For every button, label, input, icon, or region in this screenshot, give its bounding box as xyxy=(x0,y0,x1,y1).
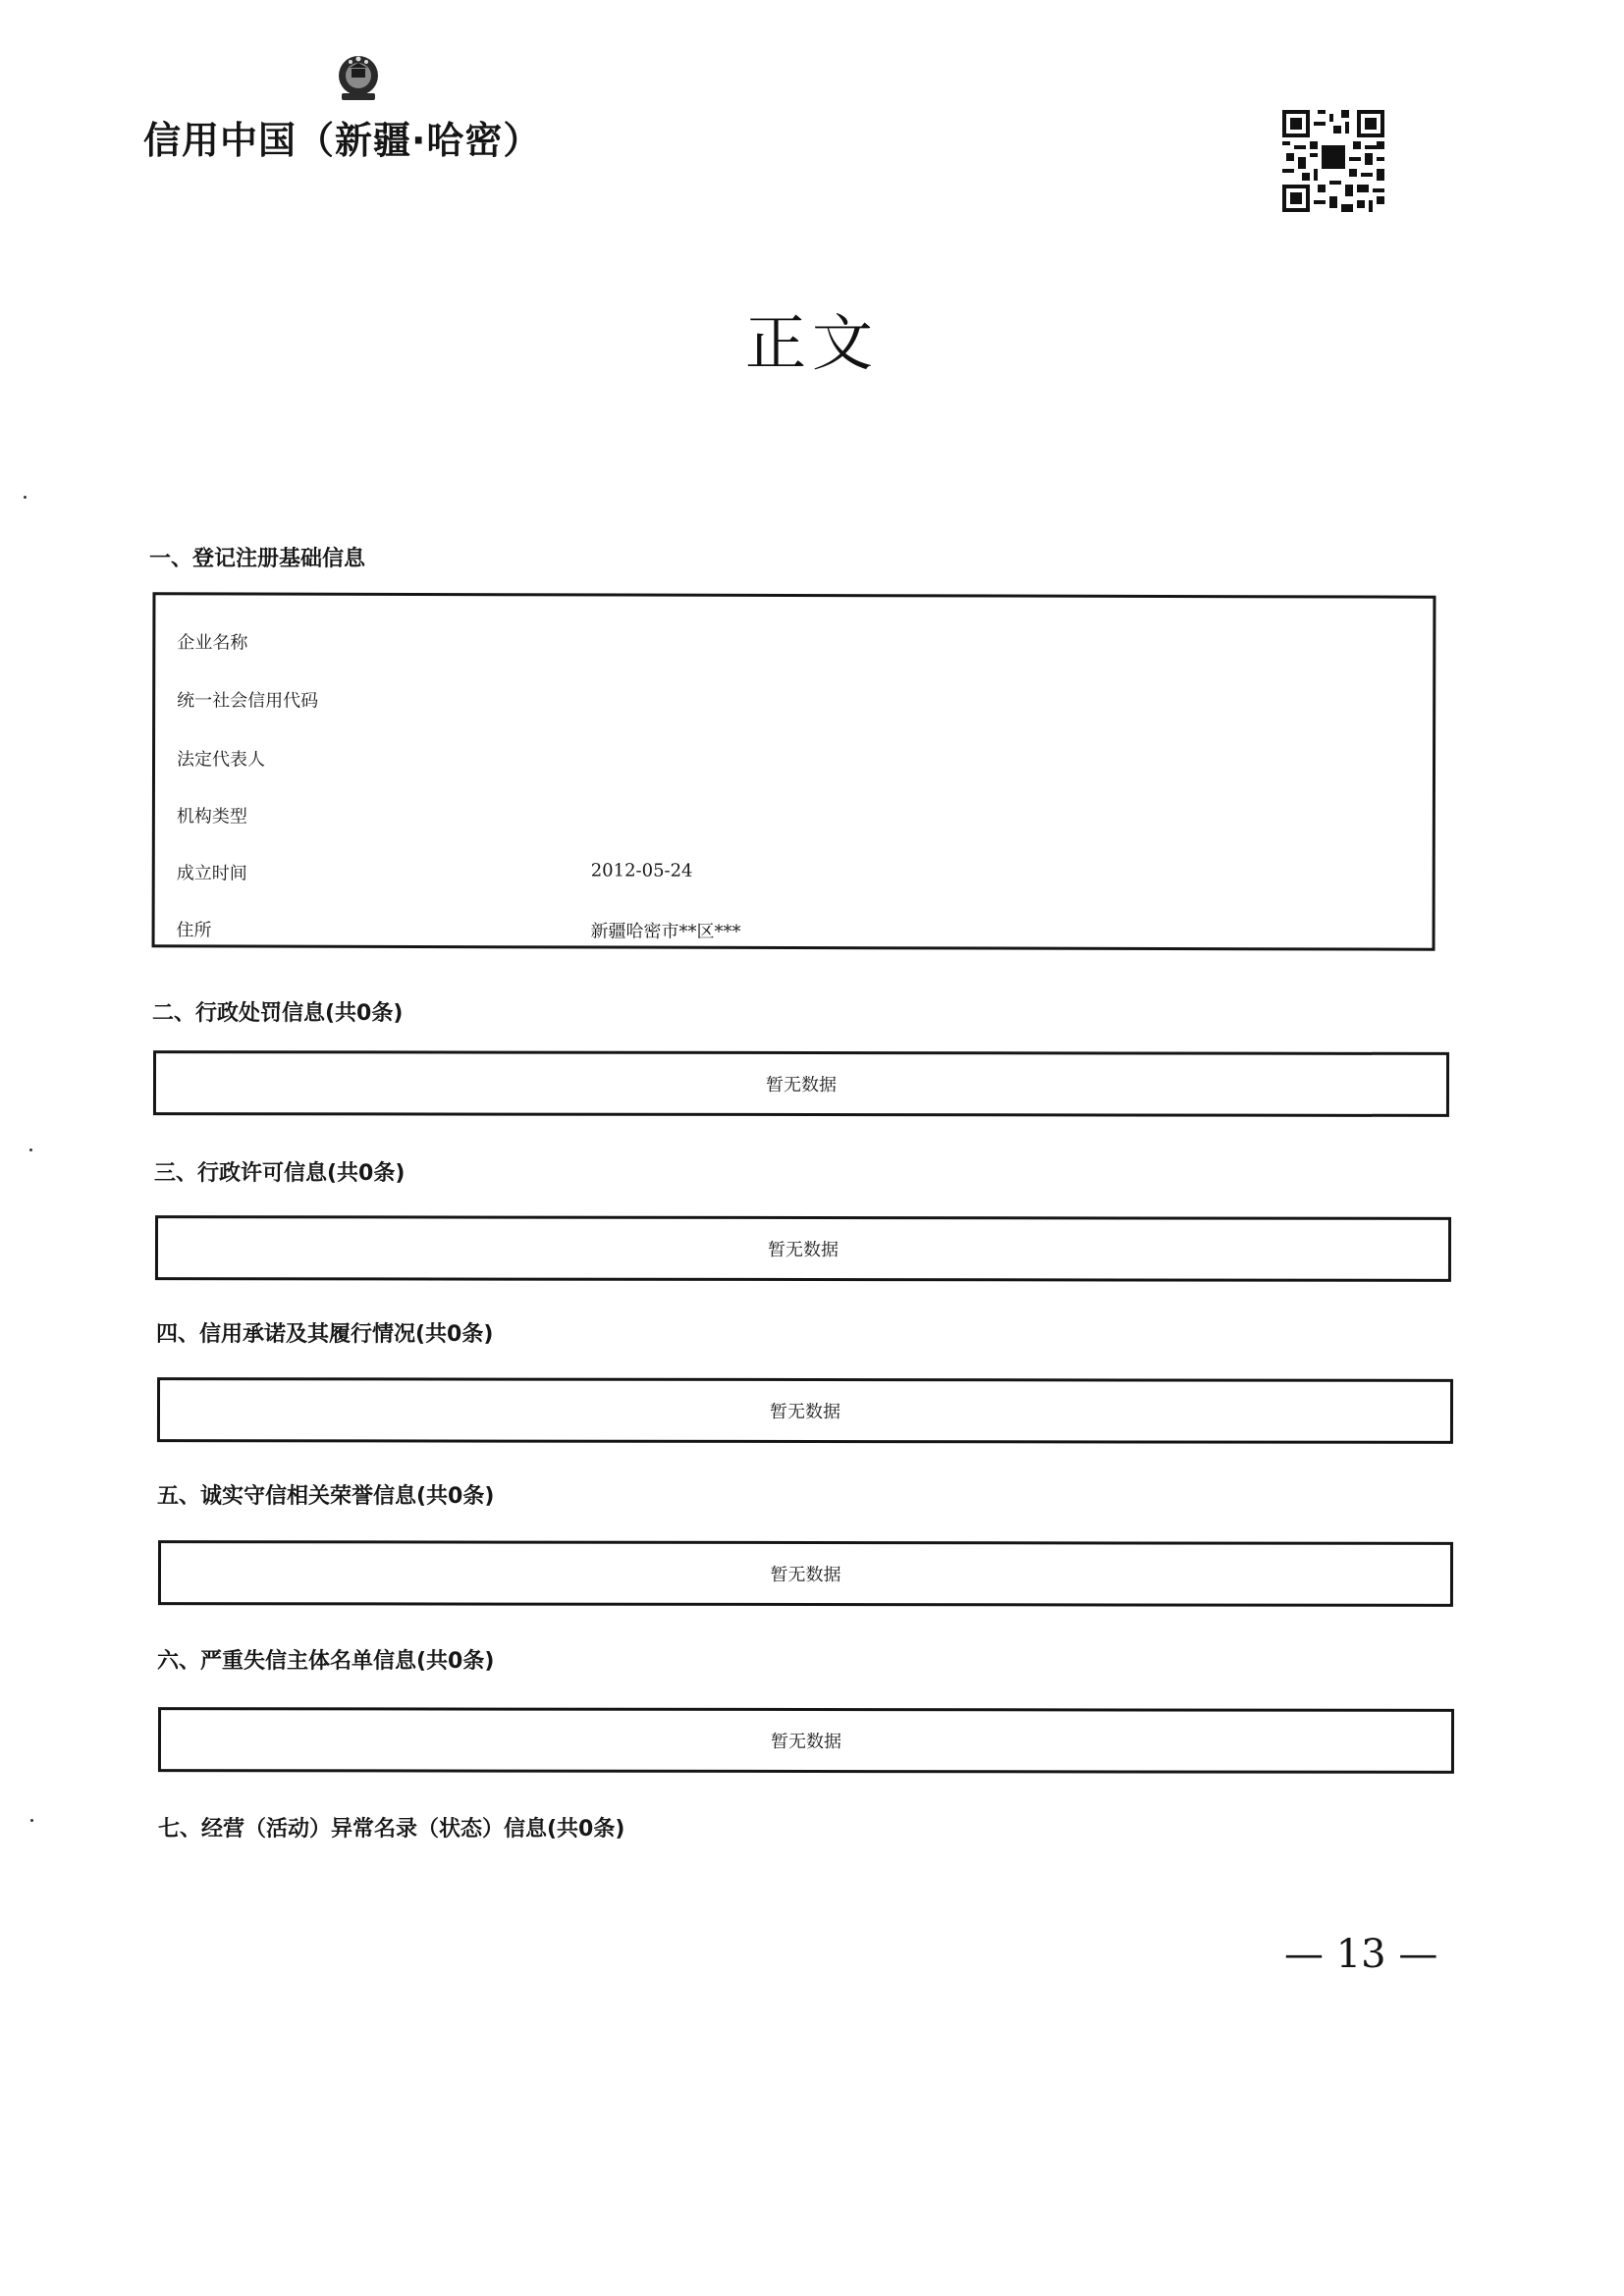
scan-speck xyxy=(30,1819,33,1822)
no-data-text: 暂无数据 xyxy=(765,1074,838,1096)
administrative-penalty-box xyxy=(153,1050,1449,1117)
organization-type-label: 机构类型 xyxy=(176,806,247,828)
page-number: — 13 — xyxy=(1284,1932,1438,1977)
section-heading-administrative-penalty: 二、行政处罚信息(共0条) xyxy=(152,1001,404,1026)
national-emblem-icon xyxy=(330,49,387,106)
no-data-text: 暂无数据 xyxy=(770,1731,842,1753)
credit-code-label: 统一社会信用代码 xyxy=(177,690,319,712)
section-heading-registration: 一、登记注册基础信息 xyxy=(149,547,366,571)
founded-date-label: 成立时间 xyxy=(176,863,247,884)
document-title: 正文 xyxy=(744,307,879,379)
company-name-label: 企业名称 xyxy=(177,632,248,654)
no-data-text: 暂无数据 xyxy=(769,1401,841,1423)
qr-code-icon[interactable] xyxy=(1282,110,1384,212)
scan-speck xyxy=(24,496,27,499)
section-heading-administrative-license: 三、行政许可信息(共0条) xyxy=(154,1161,406,1186)
address-value: 新疆哈密市**区*** xyxy=(590,921,741,942)
no-data-text: 暂无数据 xyxy=(767,1239,839,1261)
serious-dishonesty-box xyxy=(158,1707,1454,1774)
credit-commitment-box xyxy=(157,1377,1453,1444)
section-heading-abnormal-operation: 七、经营（活动）异常名录（状态）信息(共0条) xyxy=(158,1817,625,1842)
address-label: 住所 xyxy=(176,920,212,941)
scan-speck xyxy=(29,1148,32,1151)
header-brand: 信用中国（新疆·哈密） xyxy=(143,119,542,162)
founded-date-value: 2012-05-24 xyxy=(590,860,693,881)
administrative-license-box xyxy=(155,1215,1451,1282)
section-heading-serious-dishonesty: 六、严重失信主体名单信息(共0条) xyxy=(157,1649,495,1674)
legal-representative-label: 法定代表人 xyxy=(177,749,266,771)
registration-info-box xyxy=(152,592,1436,950)
section-heading-credit-commitment: 四、信用承诺及其履行情况(共0条) xyxy=(156,1322,494,1347)
no-data-text: 暂无数据 xyxy=(770,1564,841,1586)
section-heading-honesty-honors: 五、诚实守信相关荣誉信息(共0条) xyxy=(157,1484,495,1509)
honesty-honors-box xyxy=(158,1540,1453,1607)
